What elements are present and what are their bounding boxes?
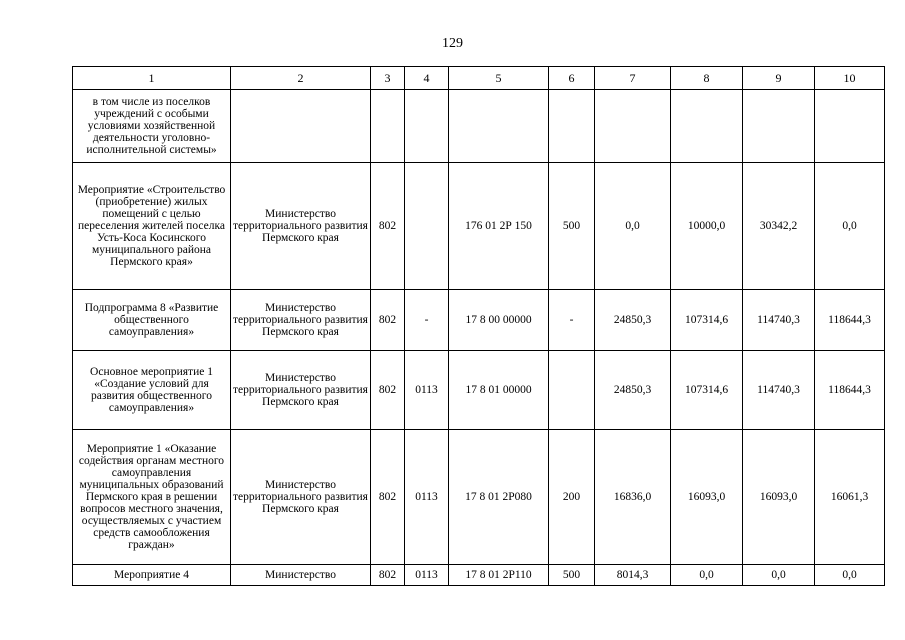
executor-cell: Министерство территориального развития Пермского края [231,290,371,351]
amount-cell-col10: 16061,3 [815,430,885,565]
expense-type-cell: 500 [549,163,595,290]
amount-cell-col10: 118644,3 [815,351,885,430]
activity-name-cell: в том числе из поселков учреждений с особыми условиями хозяйственной деятельности уголовно-исполнительной системы» [73,90,231,163]
budget-table [72,66,885,586]
ministry-code-cell [371,90,405,163]
amount-cell-col9: 114740,3 [743,351,815,430]
amount-cell-col8: 107314,6 [671,351,743,430]
table-row [73,351,885,430]
expense-type-cell [549,351,595,430]
page-number: 129 [442,36,463,51]
column-header: 3 [371,67,405,90]
ministry-code-cell: 802 [371,351,405,430]
section-code-cell: 0113 [405,565,449,586]
table-row [73,565,885,586]
expense-type-cell [549,90,595,163]
amount-cell-col7: 0,0 [595,163,671,290]
amount-cell-col8: 0,0 [671,565,743,586]
target-article-cell: 17 8 01 2Р110 [449,565,549,586]
amount-cell-col9: 0,0 [743,565,815,586]
expense-type-cell: - [549,290,595,351]
target-article-cell: 176 01 2Р 150 [449,163,549,290]
ministry-code-cell: 802 [371,430,405,565]
amount-cell-col7: 16836,0 [595,430,671,565]
amount-cell-col8: 10000,0 [671,163,743,290]
table-row [73,90,885,163]
executor-cell: Министерство территориального развития Пермского края [231,430,371,565]
amount-cell-col7: 24850,3 [595,290,671,351]
expense-type-cell: 500 [549,565,595,586]
activity-name-cell: Мероприятие 1 «Оказание содействия органам местного самоуправления муниципальных образований Пермского края в решении вопросов местного значения, осуществляемых с участием средств самообложения граждан» [73,430,231,565]
activity-name-cell: Мероприятие «Строительство (приобретение) жилых помещений с целью переселения жителей поселка Усть-Коса Косинского муниципального района Пермского края» [73,163,231,290]
activity-name-cell: Основное мероприятие 1 «Создание условий для развития общественного самоуправления» [73,351,231,430]
amount-cell-col9: 30342,2 [743,163,815,290]
target-article-cell: 17 8 00 00000 [449,290,549,351]
table-row [73,430,885,565]
executor-cell: Министерство [231,565,371,586]
table-header-row [73,67,885,90]
amount-cell-col9: 114740,3 [743,290,815,351]
column-header: 8 [671,67,743,90]
amount-cell-col10: 0,0 [815,163,885,290]
section-code-cell: 0113 [405,351,449,430]
executor-cell [231,90,371,163]
target-article-cell [449,90,549,163]
target-article-cell: 17 8 01 2Р080 [449,430,549,565]
amount-cell-col8 [671,90,743,163]
amount-cell-col10: 118644,3 [815,290,885,351]
amount-cell-col10 [815,90,885,163]
ministry-code-cell: 802 [371,565,405,586]
column-header: 2 [231,67,371,90]
amount-cell-col8: 107314,6 [671,290,743,351]
amount-cell-col7: 24850,3 [595,351,671,430]
activity-name-cell: Мероприятие 4 [73,565,231,586]
amount-cell-col9 [743,90,815,163]
section-code-cell [405,163,449,290]
executor-cell: Министерство территориального развития Пермского края [231,351,371,430]
section-code-cell: 0113 [405,430,449,565]
column-header: 6 [549,67,595,90]
amount-cell-col10: 0,0 [815,565,885,586]
table-row [73,290,885,351]
section-code-cell: - [405,290,449,351]
column-header: 9 [743,67,815,90]
column-header: 7 [595,67,671,90]
amount-cell-col7 [595,90,671,163]
target-article-cell: 17 8 01 00000 [449,351,549,430]
column-header: 1 [73,67,231,90]
amount-cell-col9: 16093,0 [743,430,815,565]
amount-cell-col8: 16093,0 [671,430,743,565]
ministry-code-cell: 802 [371,163,405,290]
amount-cell-col7: 8014,3 [595,565,671,586]
expense-type-cell: 200 [549,430,595,565]
activity-name-cell: Подпрограмма 8 «Развитие общественного самоуправления» [73,290,231,351]
column-header: 4 [405,67,449,90]
section-code-cell [405,90,449,163]
executor-cell: Министерство территориального развития Пермского края [231,163,371,290]
ministry-code-cell: 802 [371,290,405,351]
column-header: 5 [449,67,549,90]
table-row [73,163,885,290]
column-header: 10 [815,67,885,90]
